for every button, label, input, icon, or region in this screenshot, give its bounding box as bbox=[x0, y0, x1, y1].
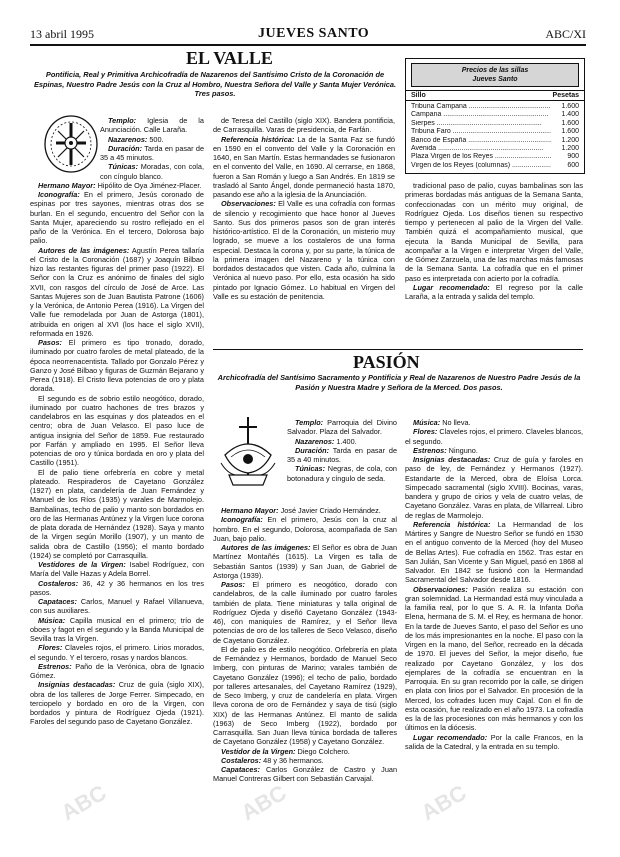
paragraph-label: Observaciones: bbox=[413, 584, 468, 594]
paragraph bbox=[213, 580, 397, 645]
price-row bbox=[406, 145, 584, 153]
paragraph-text: Capilla musical en el primero; trío de oboes y fagot en el segundo y la Banda Municipal de Sevilla tras la Virgen. bbox=[30, 615, 204, 643]
pasion-intro: Archicofradía del Santísimo Sacramento y Pontificia y Real de Nazarenos de Nuestro Padre Jesús de la Pasión y Nuestra Madre y Señora de la Merced. Dos pasos. bbox=[217, 373, 581, 392]
paragraph-label: Túnicas: bbox=[108, 162, 139, 172]
paragraph-label: Hermano Mayor: bbox=[38, 180, 96, 190]
publication-page: ABC/XI bbox=[545, 27, 586, 41]
paragraph bbox=[213, 756, 397, 765]
paragraph-text: tradicional paso de palio, cuyas bambalinas son las primeras bordadas más antiguas de la Semana Santa, confeccionadas con un mérito muy original, de Rodríguez Ojeda. Los diseños tienen su respectivo tiempo y pertenecen al palio de la Virgen del Valle. También quizá el acompañamiento musical, que ejecuta la Banda Municipal de Sevilla, para acompañar a la Virgen e interpretar Virgen del Valle, de Gómez Zarzuela, una de las marchas más famosas de la Semana Santa. La cofradía que en el primer paso es interpretada con acierto por la cofradía. bbox=[405, 181, 583, 283]
section-divider bbox=[213, 349, 583, 350]
paragraph-text: Iglesia de la Anunciación. Calle Laraña. bbox=[100, 116, 204, 135]
paragraph-label: Música: bbox=[38, 615, 66, 625]
paragraph-text: Isabel Rodríguez, con María del Valle Hazas y Adela Borrel. bbox=[30, 560, 204, 579]
price-row-name: Plaza Virgen de los Reyes ..... bbox=[411, 153, 551, 161]
paragraph-label: Nazarenos: bbox=[108, 134, 148, 144]
page-header bbox=[30, 26, 586, 46]
price-row-value: 1.600 bbox=[561, 103, 579, 110]
paragraph bbox=[213, 199, 395, 301]
paragraph-text: En el primero, Jesús con la cruz al hombro. En el segundo, Dolorosa, acompañada de San Juan, bajo palio. bbox=[213, 515, 397, 543]
paragraph-text: No lleva. bbox=[440, 418, 471, 427]
paragraph bbox=[30, 394, 204, 468]
paragraph-label: Costaleros: bbox=[221, 755, 262, 765]
paragraph bbox=[405, 418, 583, 427]
paragraph-text: El de palio tiene orfebrería en cobre y metal plateado. Respiraderos de Cayetano González (1927) en plata, candelería de Juan Fernández y Manuel de los Ríos (1935) y varales de Marmolejo. Bambalinas, techo de palio y manto son bordados en oro de las Hermanas Antúnez y la Virgen luce corona de plata dorada de Hernández (1928). Saya y manto de la Virgen según Morillo (1907), y un manto de salida obra de Castillo (1956); el manto bordado (1924) se completó por Carrasquilla. bbox=[30, 467, 204, 560]
paragraph-text: La Hermandad de los Mártires y Sangre de Nuestro Señor se fundó en 1530 en el antiguo convento de la Merced (hoy del Museo de Bellas Artes). Fue cofradía en 1562. Tras estar en San Julián, San Vicente y San Miguel, pasó en 1868 al Salvador. En 1842 se fusionó con la Hermandad Sacramental del Salvador desde 1816. bbox=[405, 519, 583, 585]
paragraph-label: Música: bbox=[413, 418, 441, 427]
paragraph bbox=[287, 437, 397, 446]
paragraph-text: Tarda en pasar de 35 a 40 minutos. bbox=[287, 445, 397, 464]
paragraph bbox=[405, 181, 583, 283]
price-row bbox=[406, 162, 584, 170]
section-title: JUEVES SANTO bbox=[258, 26, 370, 41]
paragraph-label: Vestidor de la Virgen: bbox=[221, 746, 296, 756]
paragraph bbox=[287, 446, 397, 465]
valle-intro: Pontificia, Real y Primitiva Archicofradía de Nazarenos del Santísimo Cristo de la Coronación de Espinas, Nuestro Padre Jesús con la Cruz al Hombro, Nuestra Señora del Valle y Santa Mujer Verónica. Tres pasos. bbox=[33, 70, 397, 99]
paragraph-label: Pasos: bbox=[38, 338, 62, 347]
price-row-name: Banco de España ..... bbox=[411, 137, 551, 145]
paragraph bbox=[30, 338, 204, 394]
abc-watermark: ABC bbox=[236, 779, 291, 826]
paragraph-label: Vestidores de la Virgen: bbox=[38, 560, 126, 569]
paragraph-text: El primero es neogótico, dorado con candelabros, de la calle iluminado por cuatro faroles también de plata. Tiene miniaturas y talla original de Rodríguez Ojeda y diseñó Cayetano González (1943-46), con maniquíes de Ramírez, y el Señor lleva potencias de oro de los talleres de Seco Velasco, diseño de Cayetano González. bbox=[213, 580, 397, 645]
paragraph-label: Hermano Mayor: bbox=[221, 506, 279, 515]
paragraph-label: Flores: bbox=[38, 643, 63, 653]
valle-column-1 bbox=[30, 116, 204, 816]
paragraph bbox=[405, 585, 583, 733]
col-header-silla: Sillo bbox=[411, 92, 426, 99]
paragraph-label: Iconografía: bbox=[38, 190, 80, 199]
paragraph bbox=[405, 427, 583, 446]
pasion-title: PASIÓN bbox=[353, 352, 420, 372]
page-date: 13 abril 1995 bbox=[30, 27, 94, 41]
paragraph-text: 48 y 36 hermanos. bbox=[261, 755, 324, 765]
price-row-name: Campana ..... bbox=[411, 111, 551, 119]
price-row-value: 1.600 bbox=[561, 119, 579, 127]
price-row-name: Virgen de los Reyes (columnas) ..... bbox=[411, 162, 551, 170]
paragraph-label: Capataces: bbox=[38, 597, 77, 606]
paragraph-text: Por la calle Francos, en la salida de la Catedral, y la entrada en su templo. bbox=[405, 732, 583, 751]
price-row-value: 1.200 bbox=[561, 145, 579, 153]
paragraph-text: Cruz de guía y faroles en paso de ley, de Fernández y Hermanos (1927). Estandarte de la Merced, obra de Eloísa Lorca. Simpecado sacramental (siglo XVIII). Bocinas, varas, bandera y grupo de cirios y vela de cuatro velas, de Cayetano González. Varas en plata, de Villarreal. Libro de reglas de Marmolejo. bbox=[405, 455, 583, 520]
paragraph-text: 500. bbox=[147, 134, 164, 144]
seat-prices-table bbox=[405, 58, 585, 174]
valle-column-2 bbox=[213, 116, 395, 456]
paragraph-text: Agustín Perea tallaría el Cristo de la Coronación (1687) y Joaquín Bilbao hizo las restantes figuras del primer paso (1922). El Señor con la Cruz es anónimo de finales del siglo XVII, con rasgos del círculo de José de Arce. Las Santas Mujeres son de Juan Bautista Patrone (1606) y la Verónica, de Antonio Perea (1916). La Virgen del Valle fue remodelada por Juan de Astorga (1801), atribuida en origen al XVI (los hace el siglo XVII), reformada en 1926. bbox=[30, 245, 204, 338]
seat-prices-title bbox=[411, 63, 579, 87]
paragraph-text: Carlos González de Castro y Juan Manuel Contreras Gilbert con Sebastián Carvajal. bbox=[213, 765, 397, 784]
price-row-value: 600 bbox=[567, 161, 579, 169]
paragraph bbox=[405, 455, 583, 520]
paragraph-text: Claveles rojos, el primero. Claveles blancos, el segundo. bbox=[405, 427, 583, 446]
abc-watermark: ABC bbox=[56, 779, 111, 826]
paragraph-label: Estrenos: bbox=[38, 661, 72, 671]
pasion-templo-block bbox=[287, 418, 397, 508]
price-row-name: Tribuna Campana ..... bbox=[411, 103, 551, 111]
paragraph-text: El Valle es una cofradía con formas de silencio y recogimiento que hace honor al Jueves Santo. Sus dos primeros pasos son de gran interés histórico-artístico. El de la Coronación, un misterio muy logrado, se mueve a los costaleros de una forma especial. Destaca la corona y, por su parte, la túnica de la primera imagen del Nazareno y la túnica con bordados destacados que visten. Cada año, culmina la Verónica al nuevo paso. Por ello, esta ocasión ha sido pintado por Ignacio Gómez. Lo habitual en Virgen del Valle es su estación de penitencia. bbox=[213, 199, 395, 301]
pasion-emblem-icon bbox=[217, 413, 279, 491]
paragraph bbox=[287, 418, 397, 437]
paragraph-text: El de palio es de estilo neogótico. Orfebrería en plata de Fernández y Hermanos, bordado de Manuel Seco Imberg, con pinturas de Marino; varales también de Cayetano González (1996); el techo de palio, bordado por talleres artesanales, del Cayetano Ramírez (1929), de Seco Imberg, y cruz de candelería en plata. Virgen lleva corona de oro de Fernández y saya de tisú (siglo XIX) de las Hermanas Antúnez. El manto de salida (1963) de Seco Imberg (1922), bordado por Carrasquilla. San Juan lleva túnica bordada de talleres de Cayetano González (1958) y Cayetano González. bbox=[213, 644, 397, 747]
price-row-value: 1.400 bbox=[561, 111, 579, 119]
seat-prices-header bbox=[406, 90, 584, 101]
price-row bbox=[406, 111, 584, 119]
paragraph bbox=[30, 616, 204, 644]
paragraph-text: Tarda en pasar de 35 a 45 minutos. bbox=[100, 143, 204, 162]
paragraph bbox=[405, 520, 583, 585]
price-row bbox=[406, 137, 584, 145]
paragraph bbox=[213, 765, 397, 784]
paragraph bbox=[30, 597, 204, 616]
paragraph bbox=[213, 135, 395, 200]
price-row bbox=[406, 120, 584, 128]
paragraph bbox=[30, 190, 204, 246]
paragraph-label: Insignias destacadas: bbox=[38, 680, 116, 690]
paragraph-label: Duración: bbox=[295, 445, 330, 455]
seat-prices-title-line-1: Precios de las sillas bbox=[461, 67, 529, 74]
paragraph-text: Parroquia del Divino Salvador. Plaza del Salvador. bbox=[287, 418, 397, 437]
paragraph-text: Carlos, Manuel y Rafael Villanueva, con sus auxiliares. bbox=[30, 597, 204, 616]
paragraph-text: Diego Colchero. bbox=[295, 746, 350, 756]
paragraph bbox=[30, 181, 204, 190]
paragraph-text: Cruz de guía (siglo XIX), obra de los talleres de Jorge Ferrer. Simpecado, en terciopelo y bordado en oro de la Virgen, con bordados y pintura de Rodríguez Ojeda (1921). Faroles del segundo paso de Cayetano González. bbox=[30, 680, 204, 727]
paragraph bbox=[30, 680, 204, 726]
price-row-value: 1.200 bbox=[561, 136, 579, 144]
col-header-pesetas: Pesetas bbox=[552, 92, 579, 99]
paragraph-label: Lugar recomendado: bbox=[413, 282, 490, 292]
paragraph bbox=[30, 246, 204, 339]
paragraph-label: Duración: bbox=[108, 143, 143, 153]
paragraph-text: 36, 42 y 36 hermanos en los tres pasos. bbox=[30, 578, 204, 597]
paragraph-label: Referencia histórica: bbox=[221, 134, 295, 144]
valle-title: EL VALLE bbox=[186, 48, 273, 68]
abc-watermark: ABC bbox=[416, 779, 471, 826]
paragraph bbox=[213, 116, 395, 135]
paragraph-label: Templo: bbox=[295, 418, 324, 427]
paragraph-label: Insignias destacadas: bbox=[413, 455, 491, 464]
paragraph-label: Autores de las imágenes: bbox=[221, 543, 311, 552]
paragraph-text: La de la Santa Faz se fundó en 1590 en el convento del Valle y la Coronación en 1640, en San Martín. Estas hermandades se fusionaron en el convento del Valle, en 1690. Al cerrarse, en 1868, fueron a San Román y luego a San Andrés. En 1819 se trasladó al Santo Ángel, donde permaneció hasta 1870, pasando ese año a la iglesia de la Anunciación. bbox=[213, 134, 395, 199]
paragraph-text: El regreso por la calle Laraña, a la entrada y salida del templo. bbox=[405, 282, 583, 301]
paragraph-text: Claveles rojos, el primero. Lirios morados, el segundo. Y el tercero, rosas y nardos blancos. bbox=[30, 643, 204, 662]
pasion-column-2 bbox=[405, 418, 583, 818]
paragraph bbox=[30, 468, 204, 561]
paragraph-text: de Teresa del Castillo (siglo XIX). Bandera pontificia, de Carrasquilla. Varas de presidencia, de Farfán. bbox=[213, 116, 395, 135]
paragraph bbox=[30, 579, 204, 598]
paragraph-label: Observaciones: bbox=[221, 199, 276, 209]
seat-prices-title-line-2: Jueves Santo bbox=[472, 76, 518, 83]
paragraph bbox=[213, 747, 397, 756]
paragraph-label: Flores: bbox=[413, 427, 438, 437]
paragraph-text: En el primero, Jesús coronado de espinas por tres sayones, mientras otras dos se burlan. En el segundo, encuentro del Señor con la Santa Mujer, apareciendo su rostro reflejado en el paño de la Verónica. En el tercero, Dolorosa bajo palio. bbox=[30, 190, 204, 246]
paragraph-label: Referencia histórica: bbox=[413, 519, 491, 529]
paragraph-text: El segundo es de sobrio estilo neogótico, dorado, iluminado por cuatro hachones de tres brazos y candelabros en las esquinas y dos plateados en el centro; obra de Juan Velasco. El paso luce de antigua insignia del Señor de 1859. Fue restaurado por Farfán y ampliado en 1995. El Señor lleva potencias de oro y túnica bordada en oro y plata del Castillo (1951). bbox=[30, 393, 204, 468]
paragraph-label: Capataces: bbox=[221, 765, 260, 774]
price-row bbox=[406, 153, 584, 161]
paragraph-text: Hipólito de Oya Jiménez-Placer. bbox=[95, 180, 202, 190]
price-row bbox=[406, 103, 584, 111]
paragraph bbox=[30, 662, 204, 681]
paragraph-label: Nazarenos: bbox=[295, 436, 335, 446]
paragraph-text: Paño de la Verónica, obra de Ignacio Gómez. bbox=[30, 661, 204, 680]
paragraph bbox=[213, 506, 397, 515]
paragraph bbox=[213, 515, 397, 543]
paragraph bbox=[405, 446, 583, 455]
paragraph-text: Pasión realiza su estación con gran solemnidad. La Hermandad está muy vinculada a la familia real, por lo que S. A. R. la Infanta Doña Elena, hermana de S. M. el Rey, es hermana de honor. En la tarde de Jueves Santo, el paso del Señor es uno de los más impresionantes en la noche. El paso con la Virgen en la mano, del Señor, recreado en la década de 1970. El jueves del Señor, la mejor diseño, fue realizado por Cayetano González, y los dos ejemplares de la cofradía se encuentran en la Parroquia. En su gran recorrido por la calle, se dirigen en plata con lirios por el Salvador. En procesión de la Merced, los cofrades lucen muy Cajal. Con el fin de esta ocasión, fue realizado en el año 1973. La cofradía es la de las procesiones con más hermanos y con los últimos en la diócesis. bbox=[405, 584, 583, 733]
paragraph bbox=[405, 733, 583, 752]
price-row bbox=[406, 128, 584, 136]
paragraph-label: Costaleros: bbox=[38, 578, 79, 588]
paragraph-label: Iconografía: bbox=[221, 515, 263, 525]
paragraph-text: Negras, de cola, con botonadura y cíngulo de seda. bbox=[287, 464, 397, 483]
paragraph bbox=[30, 560, 204, 579]
price-row-name: Avenida ..... bbox=[411, 145, 551, 153]
paragraph-text: El Señor es obra de Juan Martínez Montañés (1615). La Virgen es talla de Sebastián Santos (1939) y San Juan, de Gabriel de Astorga (1939). bbox=[213, 543, 397, 580]
paragraph-label: Pasos: bbox=[221, 580, 245, 589]
price-row-value: 1.600 bbox=[561, 128, 579, 136]
price-row-value: 900 bbox=[567, 153, 579, 161]
paragraph bbox=[213, 543, 397, 580]
paragraph-text: Moradas, con cola, con cíngulo blanco. bbox=[100, 162, 204, 181]
paragraph-text: Ninguno. bbox=[446, 445, 478, 455]
paragraph bbox=[287, 464, 397, 483]
valle-column-3 bbox=[405, 181, 583, 341]
pasion-column-1 bbox=[213, 506, 397, 816]
paragraph-label: Túnicas: bbox=[295, 464, 326, 474]
paragraph-label: Estrenos: bbox=[413, 445, 447, 455]
paragraph-label: Templo: bbox=[108, 116, 137, 125]
paragraph bbox=[30, 643, 204, 662]
paragraph-label: Lugar recomendado: bbox=[413, 732, 488, 742]
paragraph-text: José Javier Criado Hernández. bbox=[278, 506, 381, 515]
price-row-name: Sierpes ..... bbox=[411, 120, 551, 128]
paragraph-text: 1.400. bbox=[334, 436, 357, 446]
paragraph-label: Autores de las imágenes: bbox=[38, 245, 130, 255]
paragraph bbox=[213, 645, 397, 747]
paragraph-text: El primero es tipo tronado, dorado, iluminado por cuatro faroles de metal plateado, de la época neorrenacentista. Tallado por Gonzalo Pérez y Ganzo y José Bilbao y figuras de Guzmán Bejarano y Perea (1918). El Cristo lleva potencias de oro y plata dorada. bbox=[30, 338, 204, 394]
price-row-name: Tribuna Faro ..... bbox=[411, 128, 551, 136]
paragraph bbox=[405, 283, 583, 302]
